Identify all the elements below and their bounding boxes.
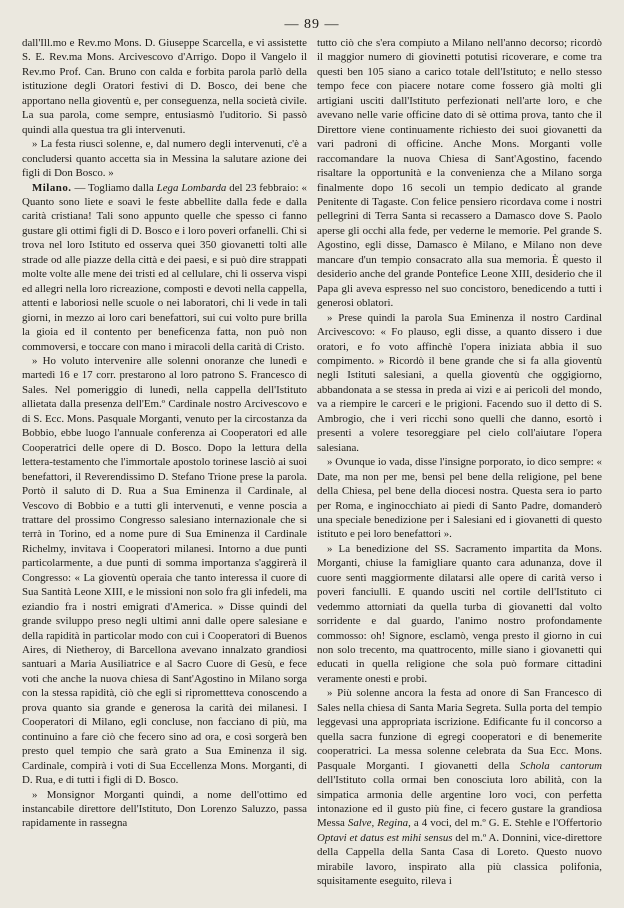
text-run: del m.º A. Donnini, vice-direttore della Cappella della Santa Casa di Loreto. Questo nuovo mirabile lavoro, inspirato alla più classica polifonia, squisitamente eseguito, rileva i [317,831,602,888]
italic-title: Schola cantorum [520,759,602,772]
right-column [317,36,602,889]
section-heading: Milano. [32,181,72,194]
paragraph: » Ho voluto intervenire alle solenni onoranze che lunedì e martedì 16 e 17 corr. prestarono al loro patrono S. Francesco di Sales. Nel pomeriggio di lunedì, nella cappella dell'Istituto allietata dalla presenza dell'Em.º Cardinale nostro Arcivescovo e di S. Ecc. Mons. Pasquale Morganti, venuto per la circostanza da Bobbio, ebbe luogo l'annuale conferenza ai Cooperatori ed alle Cooperatrici delle opere di D. Bosco. Dopo la lettura della lettera-testamento che l'immortale apostolo torinese lasciò ai suoi benefattori, il Reverendissimo D. Stefano Trione prese la parola. Portò il saluto di D. Rua a Sua Eminenza il Cardinale, al Vescovo di Bobbio e a tutti gli intervenuti, e venne poscia a trattare del prossimo Congresso salesiano internazionale che si terrà in Torino, ed a nome pure di Sua Eminenza il Cardinale Richelmy, invitava i Cooperatori milanesi. Intorno a due punti particolarmente, a due punti di somma importanza s'aggirerà il Congresso: « La gioventù operaia che tanto interessa il cuore di Sua Santità Leone XIII, e le missioni non solo fra gli infedeli, ma eziandio fra i nostri emigrati d'America. » Disse quindi del grande sviluppo preso negli ultimi anni dalle opere salesiane e della rapidità in particolar modo con cui i Cooperatori di Buenos Aires, di Nietheroy, di Barcellona avevano innalzato grandiosi santuari a Maria Ausiliatrice e al Sacro Cuore di Gesù, e fece voti che anche la nuova chiesa di Sant'Agostino in Milano sorga con la stessa rapidità, ciò che egli si ripromettteva conoscendo a prova quanto sia grande e generosa la carità dei milanesi. I Cooperatori di Milano, egli concluse, non facciano di più, ma continuino a fare ciò che fecero sino ad ora, e così sorgerà ben presto quel tempio che sarà grato a Sua Eminenza il sig. Cardinale, compirà i voti di Sua Eccellenza Mons. Morganti, di D. Rua, e di tutti i figli di D. Bosco. [22,354,307,787]
text-run: » Più solenne ancora la festa ad onore di San Francesco di Sales nella chiesa di Santa Maria Segreta. Sulla porta del tempio leggevasi una appropriata iscrizione. Edificante fu il concorso a quella sacra funzione di egregi cooperatori e di benemerite cooperatrici. La messa solenne celebrata da Sua Ecc. Mons. Pasquale Morganti. I giovanetti della [317,687,602,772]
paragraph: » La festa riuscì solenne, e, dal numero degli intervenuti, c'è a concludersi quanto accetta sia in Messina la salutare azione dei figli di Don Bosco. » [22,138,307,180]
paragraph: » Prese quindi la parola Sua Eminenza il nostro Cardinal Arcivescovo: « Fo plauso, egli disse, a quanto dissero i due oratori, e fo voto affinchè l'opera iniziata abbia il suo compimento. » Ricordò il bene grande che si fa alla gioventù negli Istituti salesiani, a quella gioventù che oggigiorno, abbandonata a se stessa in preda ai vizi e ai pericoli del mondo, va a riempire le carceri e le prigioni. Facendo suo il detto di S. Ambrogio, che i veri ricchi sono quelli che danno, esortò i presenti a volere tesoreggiare pel cielo coll'aiutare l'opera salesiana. [317,311,602,454]
paragraph [22,181,307,354]
text-run: del 23 febbraio: « Quanto sono liete e soavi le feste abbellite dalla fede e dalla carità cristiana! Tali sono appunto quelle che spesso ci fanno gustare gli ottimi figli di D. Bosco e i loro poveri orfanelli. Chi si trova nel loro Istituto ed osserva quei 350 giovanetti tolti alle strade od alle piazze della città e dei paesi, e si può dire strappati molte volte alle mene dei tristi ed al cellulare, chi li osserva vispi ed allegri nella loro ricreazione, composti e devoti nella cappella, attenti e laboriosi nelle scuole o nei laboratori, chi li vede in tali giorni, in mezzo ai loro cari benefattori, sui cui volto pure brilla la gioia ed il contento per beneficenza fatta, non può non commoversi, e toccare con mano i miracoli della carità di Cristo. [22,181,307,353]
left-column [22,36,307,889]
paragraph: dall'Ill.mo e Rev.mo Mons. D. Giuseppe Scarcella, e vi assistette S. E. Rev.ma Mons. Arcivescovo d'Arrigo. Dopo il Vangelo il Rev.mo Prof. Can. Bruno con calda e forbita parola parlò della istituzione degli Oratori festivi di D. Bosco, dei bene che apportano nella gioventù e, per conseguenza, nella società civile. La sua parola, come sempre, entusiasmò l'uditorio. Si passò quindi alla questua tra gli intervenuti. [22,37,307,136]
italic-title: Lega Lombarda [156,181,227,194]
text-run: , a 4 voci, del m.º G. E. Stehle e l'Offertorio [408,817,602,830]
paragraph: » Ovunque io vada, disse l'insigne porporato, io dico sempre: « Date, ma non per me, bensì pel bene della religione, pel bene della Chiesa, pel bene della diocesi nostra. Questa sera io parto per Roma, e inginocchiato ai piedi di Santo Padre, domanderò una speciale benedizione per i Salesiani ed i giovanetti di questo istituto e pei loro benefattori ». [317,456,602,541]
paragraph: » Monsignor Morganti quindi, a nome dell'ottimo ed instancabile direttore dell'Istituto, Don Lorenzo Saluzzo, passa rapidamente in rassegna [22,788,307,830]
italic-title: Salve, Regina [347,817,409,830]
paragraph: tutto ciò che s'era compiuto a Milano nell'anno decorso; ricordò il maggior numero di giovinetti potutisi ricoverare, e come tra questi ben 105 siano a carico totale dell'Istituto; e nello stesso tempo fece con piacere notare come fossero già molti gli artigiani usciti dall'Istituto perfezionati nell'arte loro, e che avevano nelle varie officine dato di sè ottima prova, tanto che il Direttore viene continuamente richiesto dei suoi giovanetti da vari padroni di officine. Anche Mons. Morganti volle raccomandare la nuova Chiesa di Sant'Agostino, facendo risaltare la opportunità e la convenienza che a Milano sorga finalmente dopo 16 secoli un tempio dedicato al grande Penitente di Tagaste. Con felice pensiero ricordava come i nostri pellegrini di Terra Santa si recassero a Damasco dove S. Paolo aperse gli occhi alla fede, per vederne le memorie. Pel grande S. Agostino, egli disse, Damasco è Milano, e Milano non deve mancare d'un tempio consacrato alla sua memoria. È questo il desiderio anche del grande Pontefice Leone XIII, desiderio che il Papa gli aveva espresso nel suo concistoro, benedicendo a tutti i generosi oblatori. [317,37,602,310]
paragraph [317,686,602,888]
paragraph: » La benedizione del SS. Sacramento impartita da Mons. Morganti, chiuse la famigliare quanto cara adunanza, dove il cuore sentì maggiormente dilatarsi alle opere di carità verso i poveri fanciulli. E quando usciti nel cortile dell'Istituto ci vedemmo attorniati da quella turba di giovanetti dal volto sorridente e dal guardo, l'animo nostro profondamente commosso: oh! Signore, esclamò, venga presto il giorno in cui non solo trecento, ma quattrocento, mille siano i giovanetti qui educati in quella religione che sola può formare cittadini veramente onesti e probi. [317,542,602,685]
text-columns [22,36,602,889]
page-number: — 89 — [284,17,340,32]
text-run: — Togliamo dalla [71,181,157,194]
italic-title: Optavi et datus est mihi sensus [317,831,453,844]
text-run: dell'Istituto colla ormai ben conosciuta loro abilità, con la simpatica armonia delle argentine loro voci, con perfetta intonazione ed il gusto più fine, ci fecero gustare la grandiosa Messa [317,774,602,830]
